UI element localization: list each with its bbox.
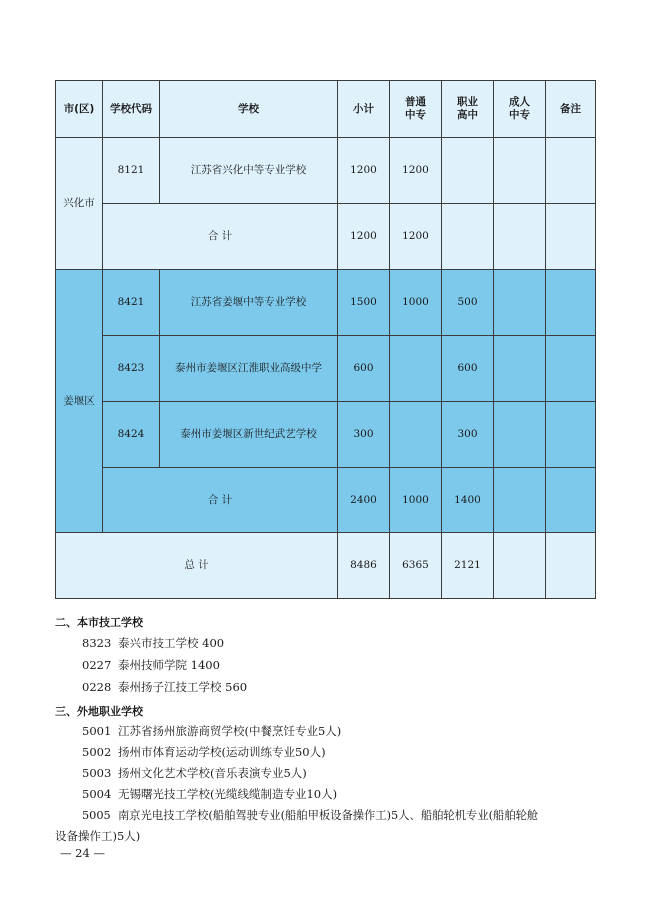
list-item-continuation: 设备操作工)5人): [55, 829, 141, 843]
subtotal-cell: 1500: [338, 270, 390, 336]
vocational-high-cell: 600: [442, 336, 494, 402]
remarks-cell: [546, 270, 596, 336]
remarks-cell: [546, 468, 596, 533]
regular-secondary-cell: 1000: [390, 270, 442, 336]
section-heading: 三、外地职业学校: [55, 705, 143, 718]
item-code: 5002: [82, 745, 112, 759]
list-item: [82, 723, 341, 739]
list-item: [82, 679, 247, 695]
vocational-high-cell: [442, 138, 494, 204]
item-text: 南京光电技工学校(船舶驾驶专业(船舶甲板设备操作工)5人、船舶轮机专业(船舶轮舱: [118, 809, 539, 822]
item-text: 泰兴市技工学校 400: [118, 636, 225, 650]
adult-secondary-cell: [494, 138, 546, 204]
item-code: 0228: [82, 680, 112, 694]
header-adult-secondary: 成人 中专: [494, 81, 546, 138]
subtotal-label-cell: 合 计: [103, 204, 338, 270]
adult-secondary-cell: [494, 204, 546, 270]
vocational-high-cell: [442, 204, 494, 270]
item-code: 5004: [82, 787, 112, 801]
item-text: 扬州文化艺术学校(音乐表演专业5人): [118, 766, 307, 780]
subtotal-cell: 600: [338, 336, 390, 402]
regular-secondary-cell: 1200: [390, 204, 442, 270]
subtotal-label-cell: 合 计: [103, 468, 338, 533]
district-cell: 姜堰区: [56, 270, 103, 533]
school-name-cell: 泰州市姜堰区新世纪武艺学校: [160, 402, 338, 468]
item-code: 8323: [82, 636, 112, 650]
enrollment-table: [55, 80, 596, 599]
list-item: [82, 635, 224, 651]
item-code: 5003: [82, 766, 112, 780]
regular-secondary-cell: 1000: [390, 468, 442, 533]
remarks-cell: [546, 402, 596, 468]
school-name-cell: 江苏省兴化中等专业学校: [160, 138, 338, 204]
school-code-cell: 8421: [103, 270, 160, 336]
vocational-high-cell: 300: [442, 402, 494, 468]
school-code-cell: 8424: [103, 402, 160, 468]
grand-total-label-cell: 总 计: [56, 533, 338, 599]
school-code-cell: 8121: [103, 138, 160, 204]
item-text: 无锡曙光技工学校(光缆线缆制造专业10人): [118, 787, 338, 801]
header-school-code: 学校代码: [103, 81, 160, 138]
item-code: 5005: [82, 809, 111, 822]
table-row: [56, 402, 596, 468]
remarks-cell: [546, 138, 596, 204]
page-number: — 24 —: [60, 846, 105, 860]
adult-secondary-cell: [494, 468, 546, 533]
list-item: [82, 744, 326, 760]
regular-secondary-cell: [390, 402, 442, 468]
remarks-cell: [546, 336, 596, 402]
adult-secondary-cell: [494, 336, 546, 402]
item-text: 泰州扬子江技工学校 560: [118, 680, 248, 694]
item-text: 扬州市体育运动学校(运动训练专业50人): [118, 745, 326, 759]
table-row: [56, 533, 596, 599]
district-cell: 兴化市: [56, 138, 103, 270]
section-heading: 二、本市技工学校: [55, 616, 143, 629]
regular-secondary-cell: [390, 336, 442, 402]
list-item: [82, 807, 538, 823]
subtotal-cell: 8486: [338, 533, 390, 599]
table-header-row: [56, 81, 596, 138]
table-row: [56, 270, 596, 336]
table-row: [56, 336, 596, 402]
adult-secondary-cell: [494, 402, 546, 468]
item-text: 泰州技师学院 1400: [118, 658, 220, 672]
item-code: 0227: [82, 658, 112, 672]
header-district: 市(区): [56, 81, 103, 138]
subtotal-cell: 1200: [338, 204, 390, 270]
school-name-cell: 泰州市姜堰区江淮职业高级中学: [160, 336, 338, 402]
item-text: 江苏省扬州旅游商贸学校(中餐烹饪专业5人): [118, 724, 342, 738]
header-vocational-high: 职业 高中: [442, 81, 494, 138]
table-row: [56, 138, 596, 204]
subtotal-cell: 300: [338, 402, 390, 468]
regular-secondary-cell: 6365: [390, 533, 442, 599]
list-item: [82, 765, 307, 781]
regular-secondary-cell: 1200: [390, 138, 442, 204]
table-row: [56, 204, 596, 270]
header-school: 学校: [160, 81, 338, 138]
vocational-high-cell: 500: [442, 270, 494, 336]
school-code-cell: 8423: [103, 336, 160, 402]
header-remarks: 备注: [546, 81, 596, 138]
list-item: [82, 786, 337, 802]
vocational-high-cell: 1400: [442, 468, 494, 533]
remarks-cell: [546, 204, 596, 270]
adult-secondary-cell: [494, 270, 546, 336]
item-code: 5001: [82, 724, 112, 738]
list-item: [82, 657, 220, 673]
remarks-cell: [546, 533, 596, 599]
subtotal-cell: 1200: [338, 138, 390, 204]
school-name-cell: 江苏省姜堰中等专业学校: [160, 270, 338, 336]
table-row: [56, 468, 596, 533]
adult-secondary-cell: [494, 533, 546, 599]
subtotal-cell: 2400: [338, 468, 390, 533]
header-regular-secondary: 普通 中专: [390, 81, 442, 138]
vocational-high-cell: 2121: [442, 533, 494, 599]
header-subtotal: 小计: [338, 81, 390, 138]
